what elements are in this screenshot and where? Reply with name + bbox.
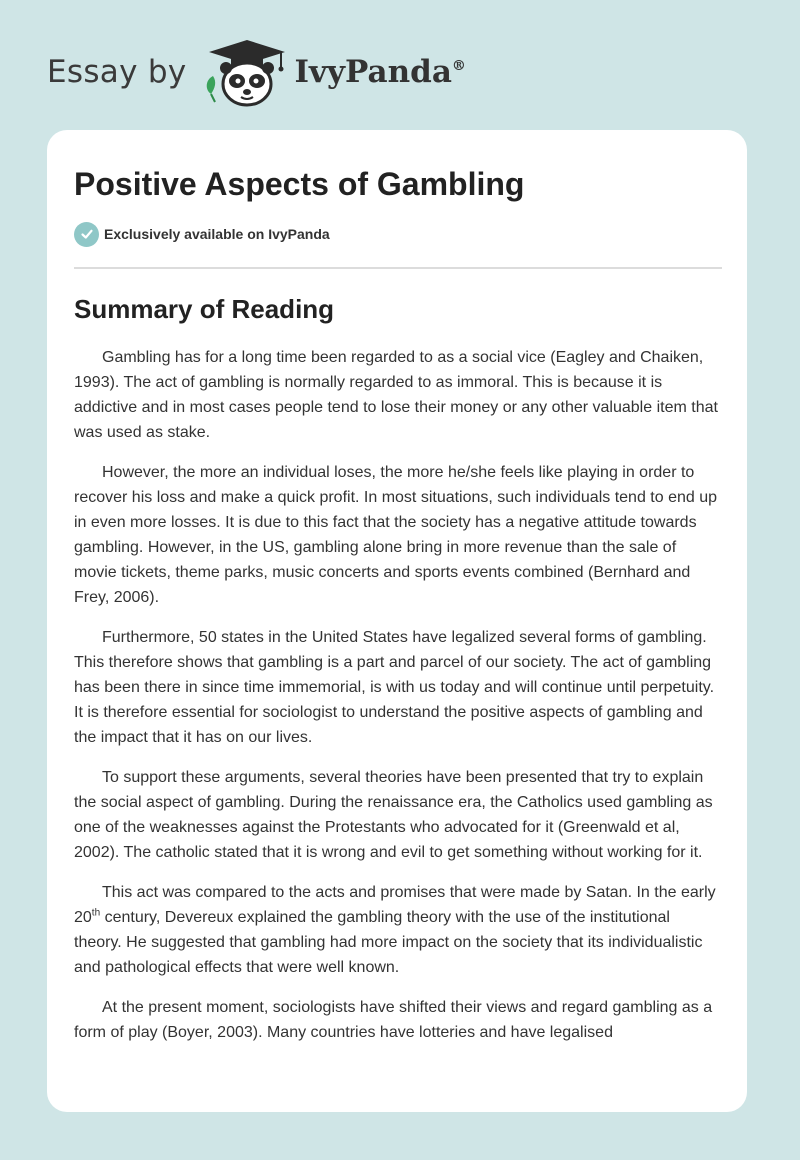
essay-card	[47, 130, 747, 1112]
panda-graduate-icon[interactable]	[201, 36, 293, 108]
essay-by-label: Essay by	[47, 54, 187, 90]
paragraph: Gambling has for a long time been regarded to as a social vice (Eagley and Chaiken, 1993). The act of gambling is normally regarded to as immoral. This is because it is addictive and in most cases people tend to lose their money or any other valuable item that was used as stake.	[74, 349, 718, 441]
exclusive-badge-label: Exclusively available on IvyPanda	[104, 226, 330, 242]
registered-mark: ®	[451, 58, 466, 74]
check-circle-icon	[74, 222, 99, 247]
brand-name[interactable]	[295, 54, 466, 90]
paragraph: However, the more an individual loses, the more he/she feels like playing in order to recover his loss and make a quick profit. In most situations, such individuals tend to end up in even more losses. It is due to this fact that the society has a negative attitude towards gambling. However, in the US, gambling alone bring in more revenue than the sale of movie tickets, theme parks, music concerts and sports events combined (Bernhard and Frey, 2006).	[74, 464, 718, 606]
site-header	[47, 36, 547, 108]
paragraph-text: This act was compared to the acts and promises that were made by Satan. In the early 20	[74, 884, 716, 926]
paragraph: Furthermore, 50 states in the United States have legalized several forms of gambling. This therefore shows that gambling is a part and parcel of our society. The act of gambling has been there in since time immemorial, is with us today and will continue until perpetuity. It is therefore essential for sociologist to understand the positive aspects of gambling and the impact that it has on our lives.	[74, 629, 715, 746]
ordinal-suffix: th	[91, 907, 101, 919]
divider	[74, 267, 722, 269]
brand-text: IvyPanda	[294, 54, 452, 90]
paragraph: At the present moment, sociologists have shifted their views and regard gambling as a form of play (Boyer, 2003). Many countries have lotteries and have legalised	[74, 999, 713, 1041]
paragraph	[74, 880, 722, 980]
exclusive-badge	[74, 221, 722, 247]
essay-content	[74, 162, 722, 1060]
essay-body	[74, 345, 722, 1045]
essay-title: Positive Aspects of Gambling	[74, 166, 525, 202]
paragraph: To support these arguments, several theories have been presented that try to explain the social aspect of gambling. During the renaissance era, the Catholics used gambling as one of the weaknesses against the Protestants who advocated for it (Greenwald et al, 2002). The catholic stated that it is wrong and evil to get something without working for it.	[74, 769, 713, 861]
paragraph-text: century, Devereux explained the gambling theory with the use of the institutional theory. He suggested that gambling had more impact on the society that its individualistic and pathological effects that were well known.	[74, 909, 703, 976]
section-heading: Summary of Reading	[74, 294, 335, 324]
